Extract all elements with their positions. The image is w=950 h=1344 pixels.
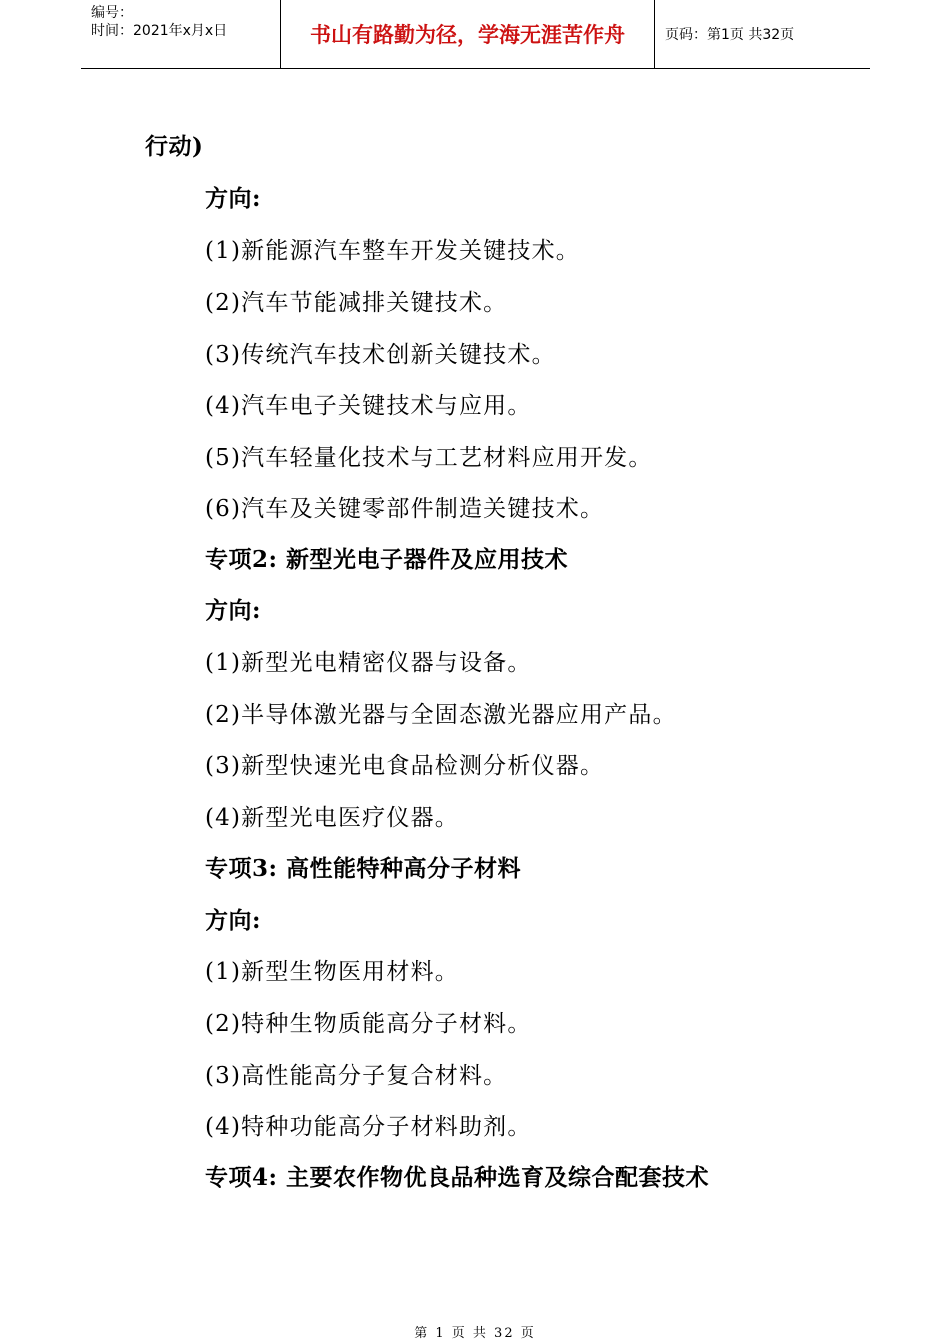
list-item: (3)传统汽车技术创新关键技术。	[205, 342, 556, 368]
page-header	[81, 0, 870, 69]
number-label: 编号：	[91, 5, 133, 21]
section-heading: 专项3: 高性能特种高分子材料	[205, 855, 522, 882]
list-item: (6)汽车及关键零部件制造关键技术。	[205, 496, 605, 522]
time-label: 时间：2021年x月x日	[91, 23, 228, 39]
list-item: (1)新型生物医用材料。	[205, 959, 459, 985]
header-meta	[81, 0, 281, 68]
list-item: (5)汽车轻量化技术与工艺材料应用开发。	[205, 445, 653, 471]
section-heading: 专项2: 新型光电子器件及应用技术	[205, 546, 569, 573]
list-item: (4)特种功能高分子材料助剂。	[205, 1114, 532, 1140]
list-item: (3)新型快速光电食品检测分析仪器。	[205, 753, 605, 779]
page-footer: 第 1 页 共 32 页	[414, 1326, 536, 1341]
list-item: (4)汽车电子关键技术与应用。	[205, 393, 532, 419]
list-item: (2)半导体激光器与全固态激光器应用产品。	[205, 702, 677, 728]
header-page-info: 页码：第1页 共32页	[665, 27, 795, 43]
direction-heading: 方向:	[205, 597, 261, 624]
list-item: (2)特种生物质能高分子材料。	[205, 1011, 532, 1037]
list-item: (1)新能源汽车整车开发关键技术。	[205, 238, 580, 264]
direction-heading: 方向:	[205, 907, 261, 934]
list-item: (1)新型光电精密仪器与设备。	[205, 650, 532, 676]
continued-heading: 行动)	[145, 133, 204, 160]
direction-heading: 方向:	[205, 185, 261, 212]
list-item: (4)新型光电医疗仪器。	[205, 805, 459, 831]
list-item: (2)汽车节能减排关键技术。	[205, 290, 508, 316]
section-heading: 专项4: 主要农作物优良品种选育及综合配套技术	[205, 1164, 710, 1191]
list-item: (3)高性能高分子复合材料。	[205, 1063, 508, 1089]
header-motto: 书山有路勤为径，学海无涯苦作舟	[281, 0, 655, 68]
